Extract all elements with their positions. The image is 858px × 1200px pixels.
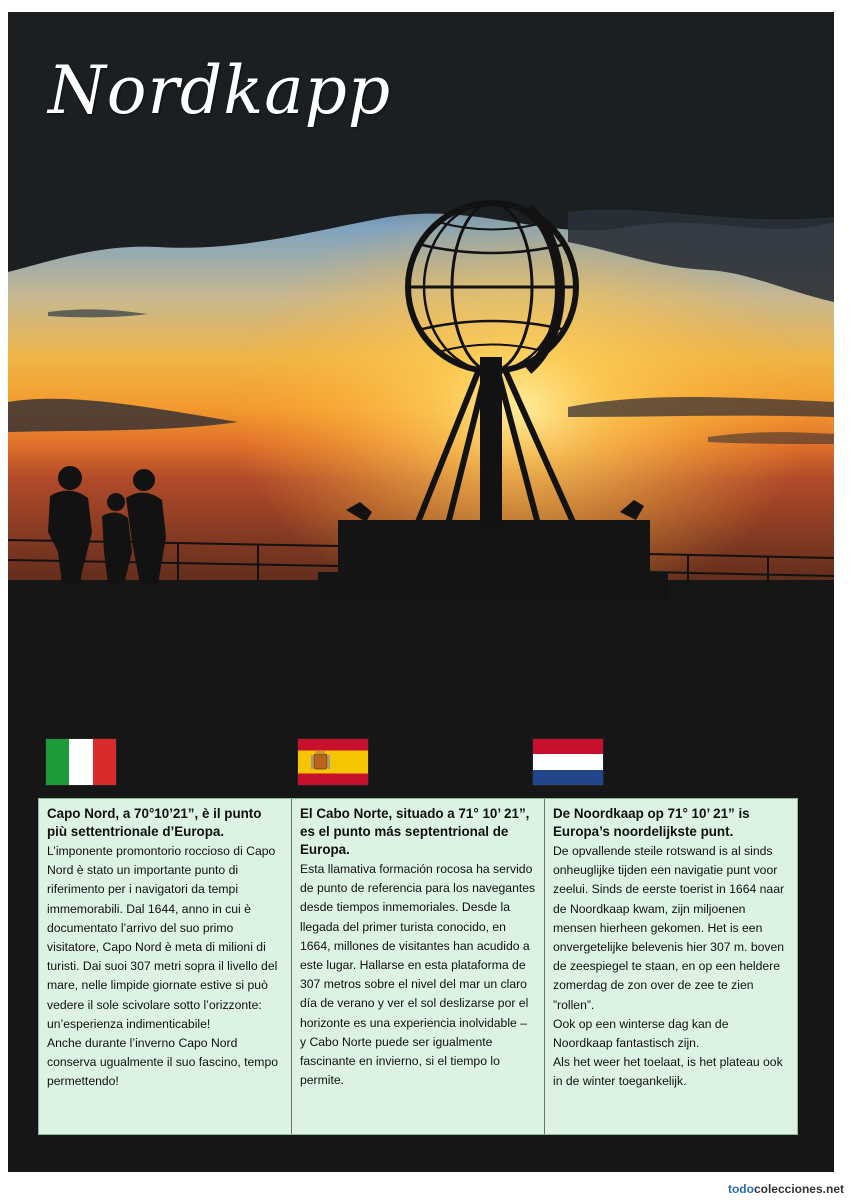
multilingual-text-panel (38, 798, 798, 1135)
watermark (728, 1182, 844, 1196)
italian-heading: Capo Nord, a 70°10’21”, è il punto più settentrionale d’Europa. (47, 806, 262, 839)
netherlands-flag (533, 739, 603, 785)
spain-flag (298, 739, 368, 785)
italian-column (39, 799, 291, 1134)
spanish-paragraph: Esta llamativa formación rocosa ha servido de punto de referencia para los navegantes desde tiempos inmemoriales. Desde la llegada del primer turista conocido, en 1664, millones de visitantes han acudido a este lugar. Hallarse en esta plataforma de 307 metros sobre el nivel del mar un claro día de verano y ver el sol deslizarse por el horizonte es una experiencia inolvidable – y Cabo Norte puede ser igualmente fascinante en invierno, si el tiempo lo permite. (300, 862, 536, 1088)
netherlands-flag-white (533, 754, 603, 769)
netherlands-flag-blue (533, 770, 603, 785)
netherlands-flag-red (533, 739, 603, 754)
italy-flag-white (69, 739, 92, 785)
dutch-paragraph: Als het weer het toelaat, is het plateau ook in de winter toegankelijk. (553, 1055, 783, 1089)
spanish-heading: El Cabo Norte, situado a 71° 10’ 21”, es el punto más septentrional de Europa. (300, 806, 530, 857)
watermark-part2: colecciones.net (753, 1182, 844, 1196)
spanish-column (291, 799, 544, 1134)
italy-flag-green (46, 739, 69, 785)
italian-paragraph: L’imponente promontorio roccioso di Capo Nord è stato un importante punto di riferimento per i navigatori da tempi immemorabili. Dal 1644, anno in cui è documentato l’arrivo del suo primo visitatore, Capo Nord è meta di milioni di turisti. Dai suoi 307 metri sopra il livello del mare, nelle limpide giornate estive si può vedere il sole scivolare sotto l’orizzonte: un’esperienza indimenticabile! (47, 844, 278, 1031)
italian-paragraph: Anche durante l’inverno Capo Nord conserva ugualmente il suo fascino, tempo permettendo! (47, 1036, 279, 1089)
page-title: Nordkapp (48, 52, 392, 129)
italy-flag-red (93, 739, 116, 785)
postcard (8, 12, 834, 1172)
spain-flag-yellow (298, 751, 368, 774)
dutch-paragraph: De opvallende steile rotswand is al sinds onheuglijke tijden een navigatie punt voor zeelui. Sinds de eerste toerist in 1664 naar de Noordkaap kwam, zijn miljoenen mensen hierheen gekomen. Het is een onvergetelijke belevenis hier 307 m. boven de zeespiegel te staan, en op een heldere zomerdag de zon over de zee te zien ”rollen”. (553, 844, 785, 1012)
dutch-paragraph: Ook op een winterse dag kan de Noordkaap fantastisch zijn. (553, 1016, 729, 1051)
watermark-part1: todo (727, 1182, 754, 1196)
dutch-heading: De Noordkaap op 71° 10’ 21” is Europa’s noordelijkste punt. (553, 806, 750, 839)
dutch-column (544, 799, 797, 1134)
italy-flag (46, 739, 116, 785)
